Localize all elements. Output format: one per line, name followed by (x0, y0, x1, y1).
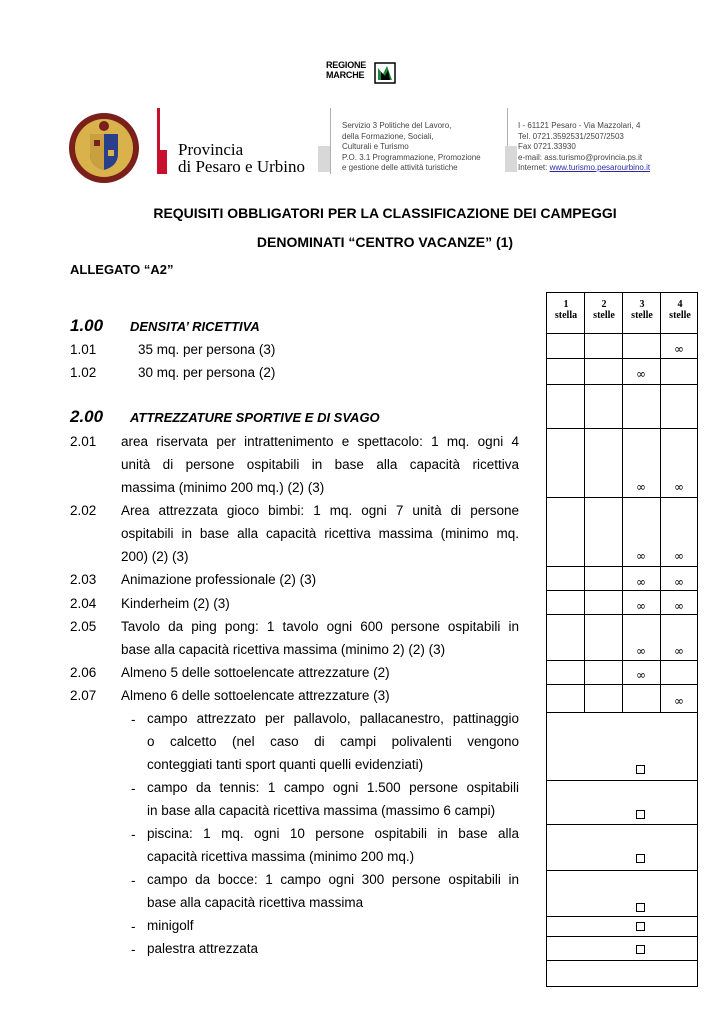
item-number: 2.07 (70, 688, 97, 703)
header-number: 1 (563, 299, 569, 310)
check-mark-4-stelle: ∞ (674, 644, 684, 658)
check-mark-4-stelle: ∞ (674, 694, 684, 708)
item-text-line: Area attrezzata gioco bimbi: 1 mq. ogni 7 unità di persone (121, 503, 519, 518)
header-label: stelle (593, 310, 615, 321)
checkbox-square (636, 765, 645, 774)
servizio-line: Servizio 3 Politiche del Lavoro, (342, 121, 452, 130)
section-number: 2.00 (70, 407, 104, 426)
check-mark-3-stelle: ∞ (636, 599, 646, 613)
header-gray-block-1 (318, 146, 330, 172)
bullet-text-line: piscina: 1 mq. ogni 10 persone ospitabili in base alla (147, 826, 519, 841)
checkbox-square (636, 903, 645, 912)
provincia-crest-icon (68, 112, 140, 184)
contact-info (518, 121, 650, 174)
table-hline (546, 684, 698, 685)
bullet-text-line: palestra attrezzata (147, 941, 259, 956)
check-mark-4-stelle: ∞ (674, 342, 684, 356)
table-hline (546, 497, 698, 498)
provincia-red-block (157, 150, 167, 174)
bullet-text-line: in base alla capacità ricettiva massima (massimo 6 campi) (147, 803, 496, 818)
item-text-line: 200) (2) (3) (121, 549, 189, 564)
bullet-dash: - (131, 781, 136, 796)
bullet-text-line: conteggiati tanti sport quanti quelli evidenziati) (147, 757, 424, 772)
document-title-line1: REQUISITI OBBLIGATORI PER LA CLASSIFICAZIONE DEI CAMPEGGI (153, 205, 617, 221)
check-mark-3-stelle: ∞ (636, 668, 646, 682)
item-text-line: area riservata per intrattenimento e spettacolo: 1 mq. ogni 4 (121, 434, 519, 449)
table-hline (546, 824, 698, 825)
check-mark-4-stelle: ∞ (674, 599, 684, 613)
item-number: 2.05 (70, 619, 97, 634)
checkbox-square (636, 922, 645, 931)
header-2-stelle (585, 299, 623, 321)
bullet-text-line: minigolf (147, 918, 194, 933)
check-mark-4-stelle: ∞ (674, 575, 684, 589)
checkbox-square (636, 945, 645, 954)
table-hline (546, 780, 698, 781)
servizio-line: Culturali e Turismo (342, 142, 409, 151)
header-gray-block-2 (505, 146, 517, 172)
internet-link[interactable]: www.turismo.pesarourbino.it (549, 163, 651, 172)
provincia-line2: di Pesaro e Urbino (178, 157, 306, 176)
header-label: stelle (669, 310, 691, 321)
checkbox-square (636, 810, 645, 819)
header-divider-1 (330, 108, 331, 174)
table-hline (546, 358, 698, 359)
bullet-text-line: campo da tennis: 1 campo ogni 1.500 persone ospitabili (147, 780, 519, 795)
header-1-stella (547, 299, 585, 321)
item-number: 2.02 (70, 503, 97, 518)
table-hline (546, 566, 698, 567)
table-hline (546, 590, 698, 591)
bullet-text-line: base alla capacità ricettiva massima (147, 895, 364, 910)
bullet-text-line: campo attrezzato per pallavolo, pallacanestro, pattinaggio (147, 711, 519, 726)
contact-line: e-mail: ass.turismo@provincia.ps.it (518, 152, 643, 162)
table-hline (546, 384, 698, 385)
header-number: 2 (601, 299, 607, 310)
item-number: 2.01 (70, 434, 97, 449)
item-text-line: Tavolo da ping pong: 1 tavolo ogni 600 persone ospitabili in (121, 619, 519, 634)
item-text: 30 mq. per persona (2) (138, 365, 276, 380)
check-mark-3-stelle: ∞ (636, 549, 646, 563)
servizio-info (342, 121, 481, 174)
item-text: 35 mq. per persona (3) (138, 342, 276, 357)
bullet-dash: - (131, 942, 136, 957)
servizio-line: della Formazione, Sociali, (342, 131, 434, 141)
regione-marche-emblem-icon (374, 62, 396, 84)
table-hline (546, 333, 698, 334)
header-4-stelle (661, 299, 699, 321)
table-hline (546, 660, 698, 661)
table-hline (546, 960, 698, 961)
regione-logo-line1: REGIONE (326, 60, 367, 70)
contact-line (518, 163, 650, 174)
header-number: 3 (639, 299, 645, 310)
header-number: 4 (677, 299, 683, 310)
item-text-line: massima (minimo 200 mq.) (2) (3) (121, 480, 325, 495)
item-text-line: unità di persone ospitabili in base alla capacità ricettiva (121, 457, 519, 472)
bullet-text-line: o calcetto (nel caso di campi polivalenti vengono (147, 734, 519, 749)
section-title: ATTREZZATURE SPORTIVE E DI SVAGO (130, 410, 380, 425)
servizio-line: e gestione delle attività turistiche (342, 163, 458, 172)
bullet-dash: - (131, 712, 136, 727)
header-label: stelle (631, 310, 653, 321)
item-text-line: Kinderheim (2) (3) (121, 596, 230, 611)
check-mark-3-stelle: ∞ (636, 367, 646, 381)
check-mark-4-stelle: ∞ (674, 480, 684, 494)
check-mark-3-stelle: ∞ (636, 480, 646, 494)
provincia-red-bar (157, 108, 160, 150)
internet-label: Internet: (518, 163, 550, 172)
table-hline (546, 916, 698, 917)
bullet-text-line: capacità ricettiva massima (minimo 200 mq.) (147, 849, 415, 864)
contact-line: I - 61121 Pesaro - Via Mazzolari, 4 (518, 121, 641, 130)
document-title-line2: DENOMINATI “CENTRO VACANZE” (1) (256, 234, 514, 250)
regione-marche-logo (326, 60, 398, 86)
item-text-line: ospitabili in base alla capacità ricettiva massima (minimo mq. (121, 526, 519, 541)
item-number: 2.03 (70, 572, 97, 587)
check-mark-4-stelle: ∞ (674, 549, 684, 563)
header-label: stella (554, 310, 578, 321)
item-text-line: base alla capacità ricettiva massima (minimo 2) (2) (3) (121, 642, 446, 657)
allegato-label: ALLEGATO “A2” (70, 262, 174, 277)
bullet-dash: - (131, 827, 136, 842)
item-text-line: Animazione professionale (2) (3) (121, 572, 317, 587)
section-title: DENSITA’ RICETTIVA (130, 319, 260, 334)
servizio-line: P.O. 3.1 Programmazione, Promozione (342, 152, 481, 162)
section-number: 1.00 (70, 316, 104, 335)
bullet-dash: - (131, 873, 136, 888)
contact-line: Tel. 0721.3592531/2507/2503 (518, 131, 624, 141)
item-number: 1.01 (70, 342, 97, 357)
header-3-stelle (623, 299, 661, 321)
provincia-line1: Provincia (178, 140, 244, 159)
table-hline (546, 870, 698, 871)
provincia-name (178, 141, 305, 175)
item-number: 2.06 (70, 665, 97, 680)
table-hline (546, 428, 698, 429)
checkbox-square (636, 854, 645, 863)
bullet-text-line: campo da bocce: 1 campo ogni 300 persone ospitabili in (147, 872, 519, 887)
check-mark-3-stelle: ∞ (636, 575, 646, 589)
item-text-line: Almeno 5 delle sottoelencate attrezzature (2) (121, 665, 390, 680)
item-number: 2.04 (70, 596, 97, 611)
table-hline (546, 614, 698, 615)
item-number: 1.02 (70, 365, 97, 380)
check-mark-3-stelle: ∞ (636, 644, 646, 658)
contact-line: Fax 0721.33930 (518, 142, 576, 151)
table-hline (546, 936, 698, 937)
regione-logo-line2: MARCHE (326, 70, 365, 80)
bullet-dash: - (131, 919, 136, 934)
header-divider-2 (507, 108, 508, 148)
table-hline (546, 712, 698, 713)
item-text-line: Almeno 6 delle sottoelencate attrezzature (3) (121, 688, 390, 703)
table-vline (584, 292, 585, 712)
